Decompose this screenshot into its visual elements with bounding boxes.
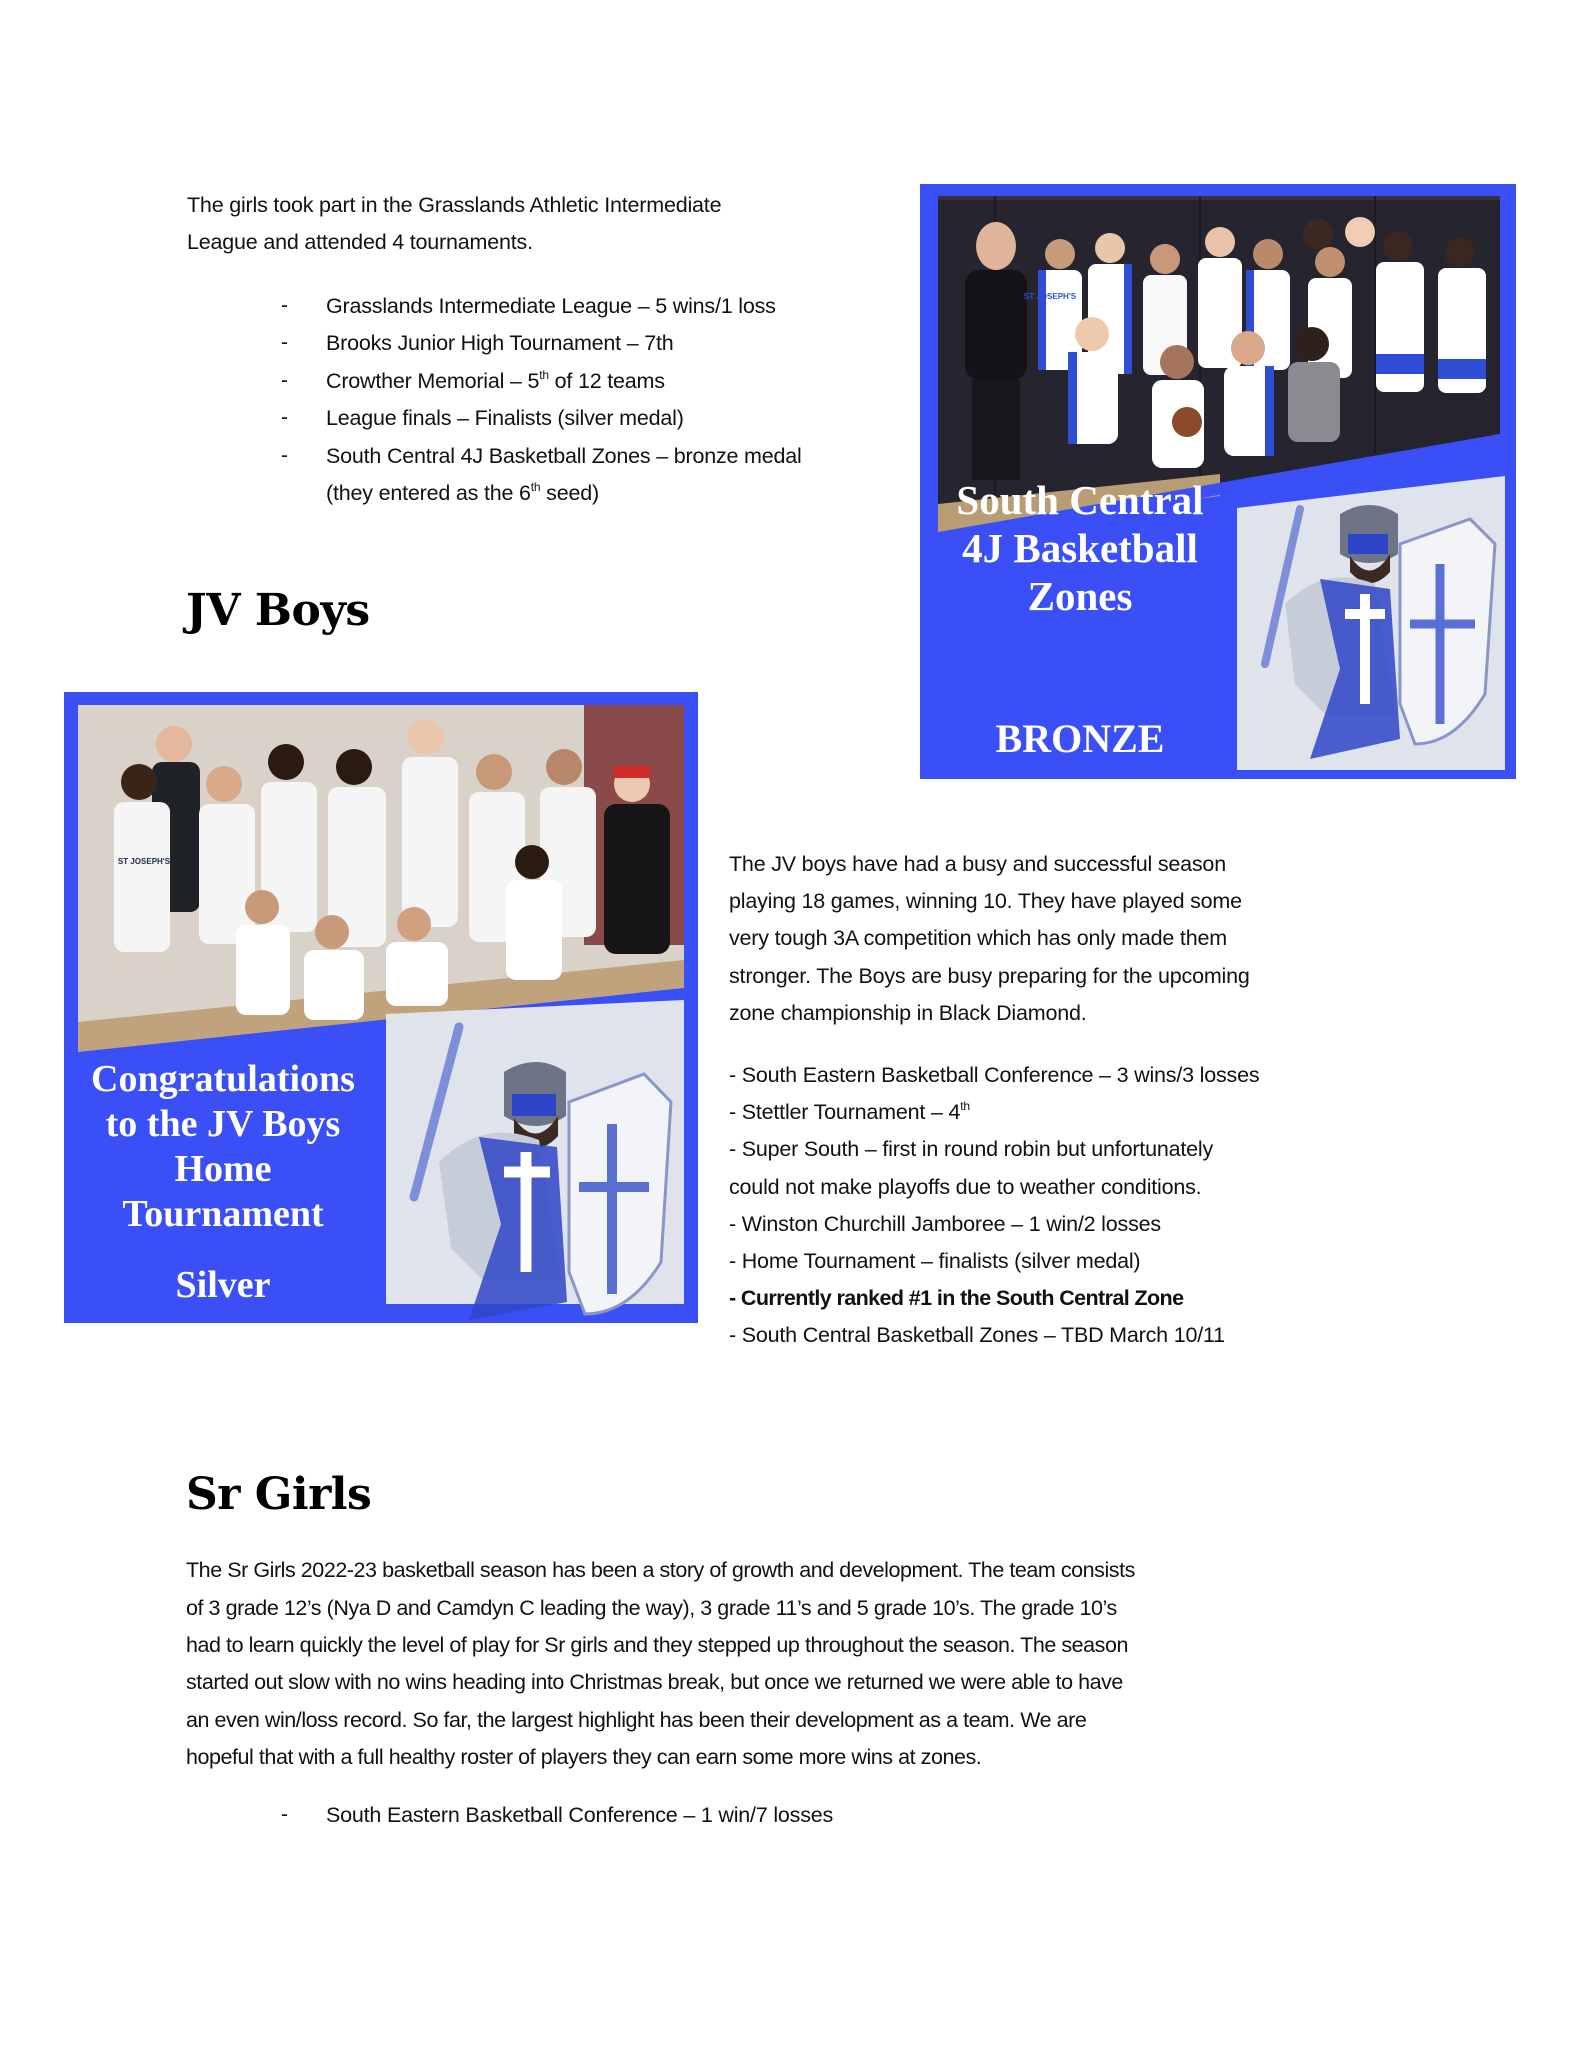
person xyxy=(965,270,1027,380)
person xyxy=(972,380,1020,480)
wall-edge xyxy=(938,196,1500,200)
result-text: South Central 4J Basketball Zones – bronze medal xyxy=(326,444,802,468)
caption-line: 4J Basketball xyxy=(962,525,1198,571)
caption-line: Tournament xyxy=(122,1193,324,1235)
list-item: - South Central Basketball Zones – TBD March 10/11 xyxy=(729,1323,1225,1347)
jr-girls-intro-line: League and attended 4 tournaments. xyxy=(187,230,533,254)
result-text: Brooks Junior High Tournament – 7th xyxy=(326,331,674,355)
medal-label: BRONZE xyxy=(995,716,1165,761)
bullet-dash: - xyxy=(281,444,288,467)
section-heading-sr-girls: Sr Girls xyxy=(186,1469,372,1520)
list-item: - Home Tournament – finalists (silver medal) xyxy=(729,1249,1141,1273)
result-text-rest: seed) xyxy=(540,481,599,505)
jr-girls-intro-line: The girls took part in the Grasslands Athletic Intermediate xyxy=(187,193,722,217)
medal-label: Silver xyxy=(175,1264,271,1306)
list-item: - South Eastern Basketball Conference – 3 wins/3 losses xyxy=(729,1063,1260,1087)
jr-girls-team-photo xyxy=(920,184,1516,779)
section-heading-jv-boys: JV Boys xyxy=(186,585,370,636)
paragraph-line: The Sr Girls 2022-23 basketball season has been a story of growth and development. The team consists xyxy=(186,1558,1135,1582)
ordinal-suffix: th xyxy=(539,367,549,382)
result-text-rest: of 12 teams xyxy=(548,369,665,393)
paragraph-line: started out slow with no wins heading into Christmas break, but once we returned we were able to have xyxy=(186,1670,1123,1694)
paragraph-line: stronger. The Boys are busy preparing for the upcoming xyxy=(729,964,1250,988)
result-text: South Eastern Basketball Conference – 1 win/7 losses xyxy=(326,1803,834,1827)
result-text-continued xyxy=(326,480,599,506)
caption-line: Home xyxy=(174,1148,272,1190)
list-item xyxy=(729,1099,970,1125)
paragraph-line: playing 18 games, winning 10. They have played some xyxy=(729,889,1242,913)
paragraph-line: of 3 grade 12’s (Nya D and Camdyn C leading the way), 3 grade 11’s and 5 grade 10’s. The grade 10’s xyxy=(186,1596,1117,1620)
caption-line: South Central xyxy=(956,477,1204,523)
paragraph-line: had to learn quickly the level of play for Sr girls and they stepped up throughout the season. The season xyxy=(186,1633,1128,1657)
bullet-dash: - xyxy=(281,406,288,429)
silver-caption xyxy=(64,1057,382,1237)
result-text-main: (they entered as the 6 xyxy=(326,481,531,505)
jv-boys-team-photo xyxy=(64,692,698,1323)
caption-line: to the JV Boys xyxy=(105,1103,341,1145)
result-text xyxy=(326,368,665,394)
result-text: League finals – Finalists (silver medal) xyxy=(326,406,684,430)
paragraph-line: very tough 3A competition which has only made them xyxy=(729,926,1227,950)
caption-line: Zones xyxy=(1027,573,1133,619)
bullet-dash: - xyxy=(281,1803,288,1826)
paragraph-line: an even win/loss record. So far, the largest highlight has been their development as a team. We are xyxy=(186,1708,1087,1732)
result-text-main: Crowther Memorial – 5 xyxy=(326,369,540,393)
bullet-dash: - xyxy=(281,331,288,354)
jersey-lettering: ST JOSEPH'S xyxy=(117,857,171,866)
result-text-main: - Stettler Tournament – 4 xyxy=(729,1100,961,1124)
jersey-lettering: ST JOSEPH'S xyxy=(1023,292,1077,301)
bullet-dash: - xyxy=(281,369,288,392)
paragraph-line: hopeful that with a full healthy roster of players they can earn some more wins at zones. xyxy=(186,1745,982,1769)
paragraph-line: zone championship in Black Diamond. xyxy=(729,1001,1087,1025)
list-item: - Super South – first in round robin but unfortunately xyxy=(729,1137,1213,1161)
person xyxy=(976,222,1016,270)
result-text: Grasslands Intermediate League – 5 wins/1 loss xyxy=(326,294,776,318)
paragraph-line: The JV boys have had a busy and successful season xyxy=(729,852,1226,876)
basketball xyxy=(1172,407,1202,437)
ordinal-suffix: th xyxy=(960,1098,970,1113)
list-item-continued: could not make playoffs due to weather conditions. xyxy=(729,1175,1202,1199)
bronze-caption xyxy=(930,476,1230,620)
caption-line: Congratulations xyxy=(91,1058,355,1100)
bullet-dash: - xyxy=(281,294,288,317)
list-item-highlight: - Currently ranked #1 in the South Central Zone xyxy=(729,1286,1184,1310)
list-item: - Winston Churchill Jamboree – 1 win/2 losses xyxy=(729,1212,1161,1236)
ordinal-suffix: th xyxy=(530,479,541,494)
